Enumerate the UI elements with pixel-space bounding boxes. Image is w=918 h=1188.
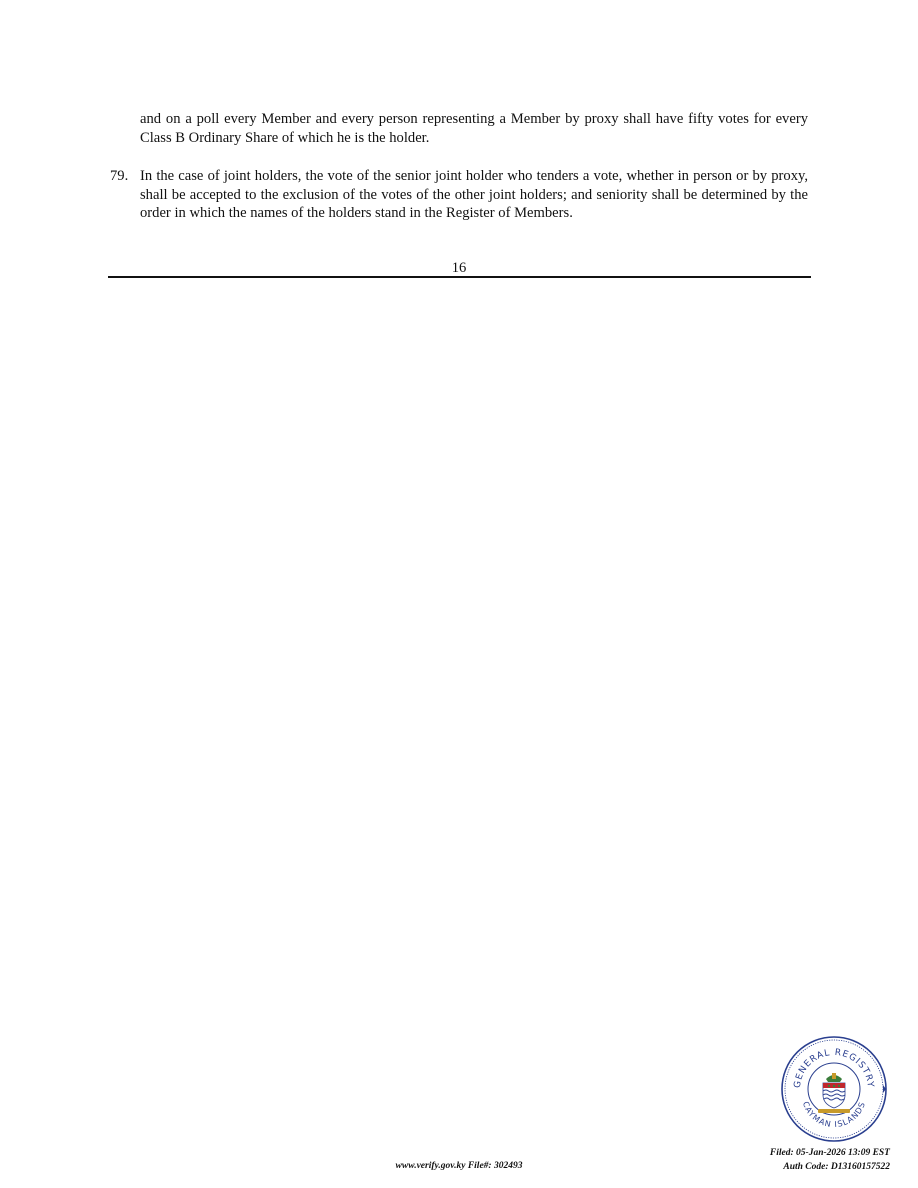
coat-of-arms-icon [818,1073,850,1113]
paragraph-continuation: and on a poll every Member and every person representing a Member by proxy shall have fifty votes for every Class B Ordinary Share of which he is the holder. [140,111,808,146]
paragraph-79: In the case of joint holders, the vote of the senior joint holder who tenders a vote, whether in person or by proxy, shall be accepted to the exclusion of the votes of the other joint holders; and seniority shall be determined by the order in which the names of the holders stand in the Register of Members. [140,168,808,221]
verify-footer: www.verify.gov.ky File#: 302493 [395,1161,523,1171]
seal-bottom-text: CAYMAN ISLANDS [800,1100,868,1130]
auth-code: Auth Code: D13160157522 [783,1162,890,1172]
filing-info [740,1146,890,1174]
filed-date: Filed: 05-Jan-2026 13:09 EST [769,1148,890,1158]
page-number: 16 [451,260,467,276]
seal-graphic [780,1035,888,1143]
paragraph-number: 79. [110,168,129,184]
seal-top-text: GENERAL REGISTRY [792,1047,876,1089]
footer-rule [108,276,811,278]
general-registry-seal [780,1035,888,1143]
